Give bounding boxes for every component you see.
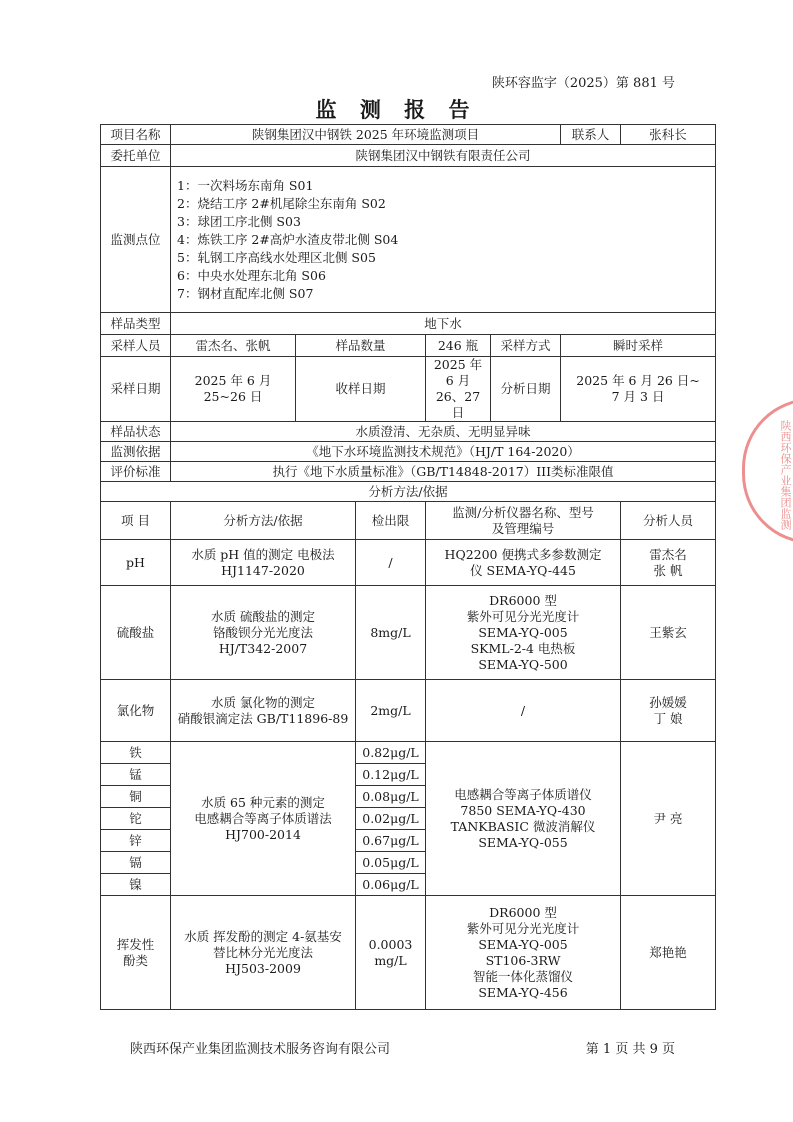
limit-cell: 0.02μg/L (356, 808, 426, 830)
basis-label: 监测依据 (101, 442, 171, 462)
row-sulfate (101, 586, 716, 680)
project-value: 陕钢集团汉中钢铁 2025 年环境监测项目 (171, 125, 561, 145)
basis-value: 《地下水环境监测技术规范》（HJ/T 164-2020） (171, 442, 716, 462)
header-instrument: 监测/分析仪器名称、型号 及管理编号 (426, 502, 621, 540)
analyst-cell: 孙媛媛 丁 娘 (621, 680, 716, 742)
sample-state-value: 水质澄清、无杂质、无明显异味 (171, 422, 716, 442)
item-cell: 挥发性 酚类 (101, 896, 171, 1010)
row-headers (101, 502, 716, 540)
row-section-title (101, 482, 716, 502)
sampling-date-value: 2025 年 6 月 25~26 日 (171, 357, 296, 422)
sample-state-label: 样品状态 (101, 422, 171, 442)
point-item: 5：轧钢工序高线水处理区北侧 S05 (177, 249, 376, 265)
footer-page-number: 第 1 页 共 9 页 (585, 1042, 675, 1057)
row-metal (101, 742, 716, 764)
row-client (101, 145, 716, 167)
method-cell: 水质 65 种元素的测定 电感耦合等离子体质谱法 HJ700-2014 (171, 742, 356, 896)
header-limit: 检出限 (356, 502, 426, 540)
limit-cell: 2mg/L (356, 680, 426, 742)
analyst-cell: 王紫玄 (621, 586, 716, 680)
row-dates (101, 357, 716, 422)
qty-label: 样品数量 (296, 335, 426, 357)
point-item: 2：烧结工序 2#机尾除尘东南角 S02 (177, 195, 386, 211)
section-title: 分析方法/依据 (101, 482, 716, 502)
method-cell: 水质 pH 值的测定 电极法 HJ1147-2020 (171, 540, 356, 586)
report-table (100, 124, 716, 1010)
item-cell: 氯化物 (101, 680, 171, 742)
method-value: 瞬时采样 (561, 335, 716, 357)
qty-value: 246 瓶 (426, 335, 491, 357)
row-chloride (101, 680, 716, 742)
receive-date-label: 收样日期 (296, 357, 426, 422)
analysis-date-label: 分析日期 (491, 357, 561, 422)
row-standard (101, 462, 716, 482)
method-cell: 水质 挥发酚的测定 4-氨基安 替比林分光光度法 HJ503-2009 (171, 896, 356, 1010)
item-cell: 锌 (101, 830, 171, 852)
limit-cell: 0.06μg/L (356, 874, 426, 896)
item-cell: 锰 (101, 764, 171, 786)
instrument-cell: DR6000 型 紫外可见分光光度计 SEMA-YQ-005 SKML-2-4 电热板 SEMA-YQ-500 (426, 586, 621, 680)
header-method: 分析方法/依据 (171, 502, 356, 540)
item-cell: pH (101, 540, 171, 586)
sample-type-value: 地下水 (171, 313, 716, 335)
limit-cell: 0.05μg/L (356, 852, 426, 874)
sampler-label: 采样人员 (101, 335, 171, 357)
standard-label: 评价标准 (101, 462, 171, 482)
sampling-date-label: 采样日期 (101, 357, 171, 422)
instrument-cell: DR6000 型 紫外可见分光光度计 SEMA-YQ-005 ST106-3RW 智能一体化蒸馏仪 SEMA-YQ-456 (426, 896, 621, 1010)
points-list (171, 167, 716, 313)
seal-stamp-text: 陕西环保产业集团监测 (779, 420, 792, 530)
point-item: 6：中央水处理东北角 S06 (177, 267, 326, 283)
limit-cell: 8mg/L (356, 586, 426, 680)
row-basis (101, 442, 716, 462)
point-item: 3：球团工序北侧 S03 (177, 213, 301, 229)
row-project (101, 125, 716, 145)
sample-type-label: 样品类型 (101, 313, 171, 335)
item-cell: 硫酸盐 (101, 586, 171, 680)
item-cell: 铁 (101, 742, 171, 764)
contact-value: 张科长 (621, 125, 716, 145)
method-cell: 水质 氯化物的测定 硝酸银滴定法 GB/T11896-89 (171, 680, 356, 742)
analyst-cell: 雷杰名 张 帆 (621, 540, 716, 586)
header-analyst: 分析人员 (621, 502, 716, 540)
row-sample-type (101, 313, 716, 335)
limit-cell: 0.12μg/L (356, 764, 426, 786)
point-item: 7：钢材直配库北侧 S07 (177, 285, 314, 301)
method-label: 采样方式 (491, 335, 561, 357)
limit-cell: 0.08μg/L (356, 786, 426, 808)
analysis-date-value: 2025 年 6 月 26 日~ 7 月 3 日 (561, 357, 716, 422)
contact-label: 联系人 (561, 125, 621, 145)
standard-value: 执行《地下水质量标准》（GB/T14848-2017）III类标准限值 (171, 462, 716, 482)
report-title: 监 测 报 告 (315, 97, 478, 122)
instrument-cell: HQ2200 便携式多参数测定 仪 SEMA-YQ-445 (426, 540, 621, 586)
analyst-cell: 郑艳艳 (621, 896, 716, 1010)
item-cell: 铊 (101, 808, 171, 830)
sampler-value: 雷杰名、张帆 (171, 335, 296, 357)
limit-cell: 0.67μg/L (356, 830, 426, 852)
row-points (101, 167, 716, 313)
row-sampler (101, 335, 716, 357)
receive-date-value: 2025 年 6 月 26、27 日 (426, 357, 491, 422)
document-number: 陕环容监字（2025）第 881 号 (491, 76, 675, 91)
limit-cell: / (356, 540, 426, 586)
limit-cell: 0.82μg/L (356, 742, 426, 764)
limit-cell: 0.0003 mg/L (356, 896, 426, 1010)
point-item: 4：炼铁工序 2#高炉水渣皮带北侧 S04 (177, 231, 399, 247)
footer-company: 陕西环保产业集团监测技术服务咨询有限公司 (130, 1042, 391, 1057)
row-sample-state (101, 422, 716, 442)
row-ph (101, 540, 716, 586)
item-cell: 铜 (101, 786, 171, 808)
row-phenol (101, 896, 716, 1010)
header-item: 项 目 (101, 502, 171, 540)
instrument-cell: / (426, 680, 621, 742)
item-cell: 镉 (101, 852, 171, 874)
points-label: 监测点位 (101, 167, 171, 313)
instrument-cell: 电感耦合等离子体质谱仪 7850 SEMA-YQ-430 TANKBASIC 微波消解仪 SEMA-YQ-055 (426, 742, 621, 896)
analyst-cell: 尹 亮 (621, 742, 716, 896)
client-value: 陕钢集团汉中钢铁有限责任公司 (171, 145, 716, 167)
method-cell: 水质 硫酸盐的测定 铬酸钡分光光度法 HJ/T342-2007 (171, 586, 356, 680)
item-cell: 镍 (101, 874, 171, 896)
project-label: 项目名称 (101, 125, 171, 145)
client-label: 委托单位 (101, 145, 171, 167)
point-item: 1：一次料场东南角 S01 (177, 177, 314, 193)
